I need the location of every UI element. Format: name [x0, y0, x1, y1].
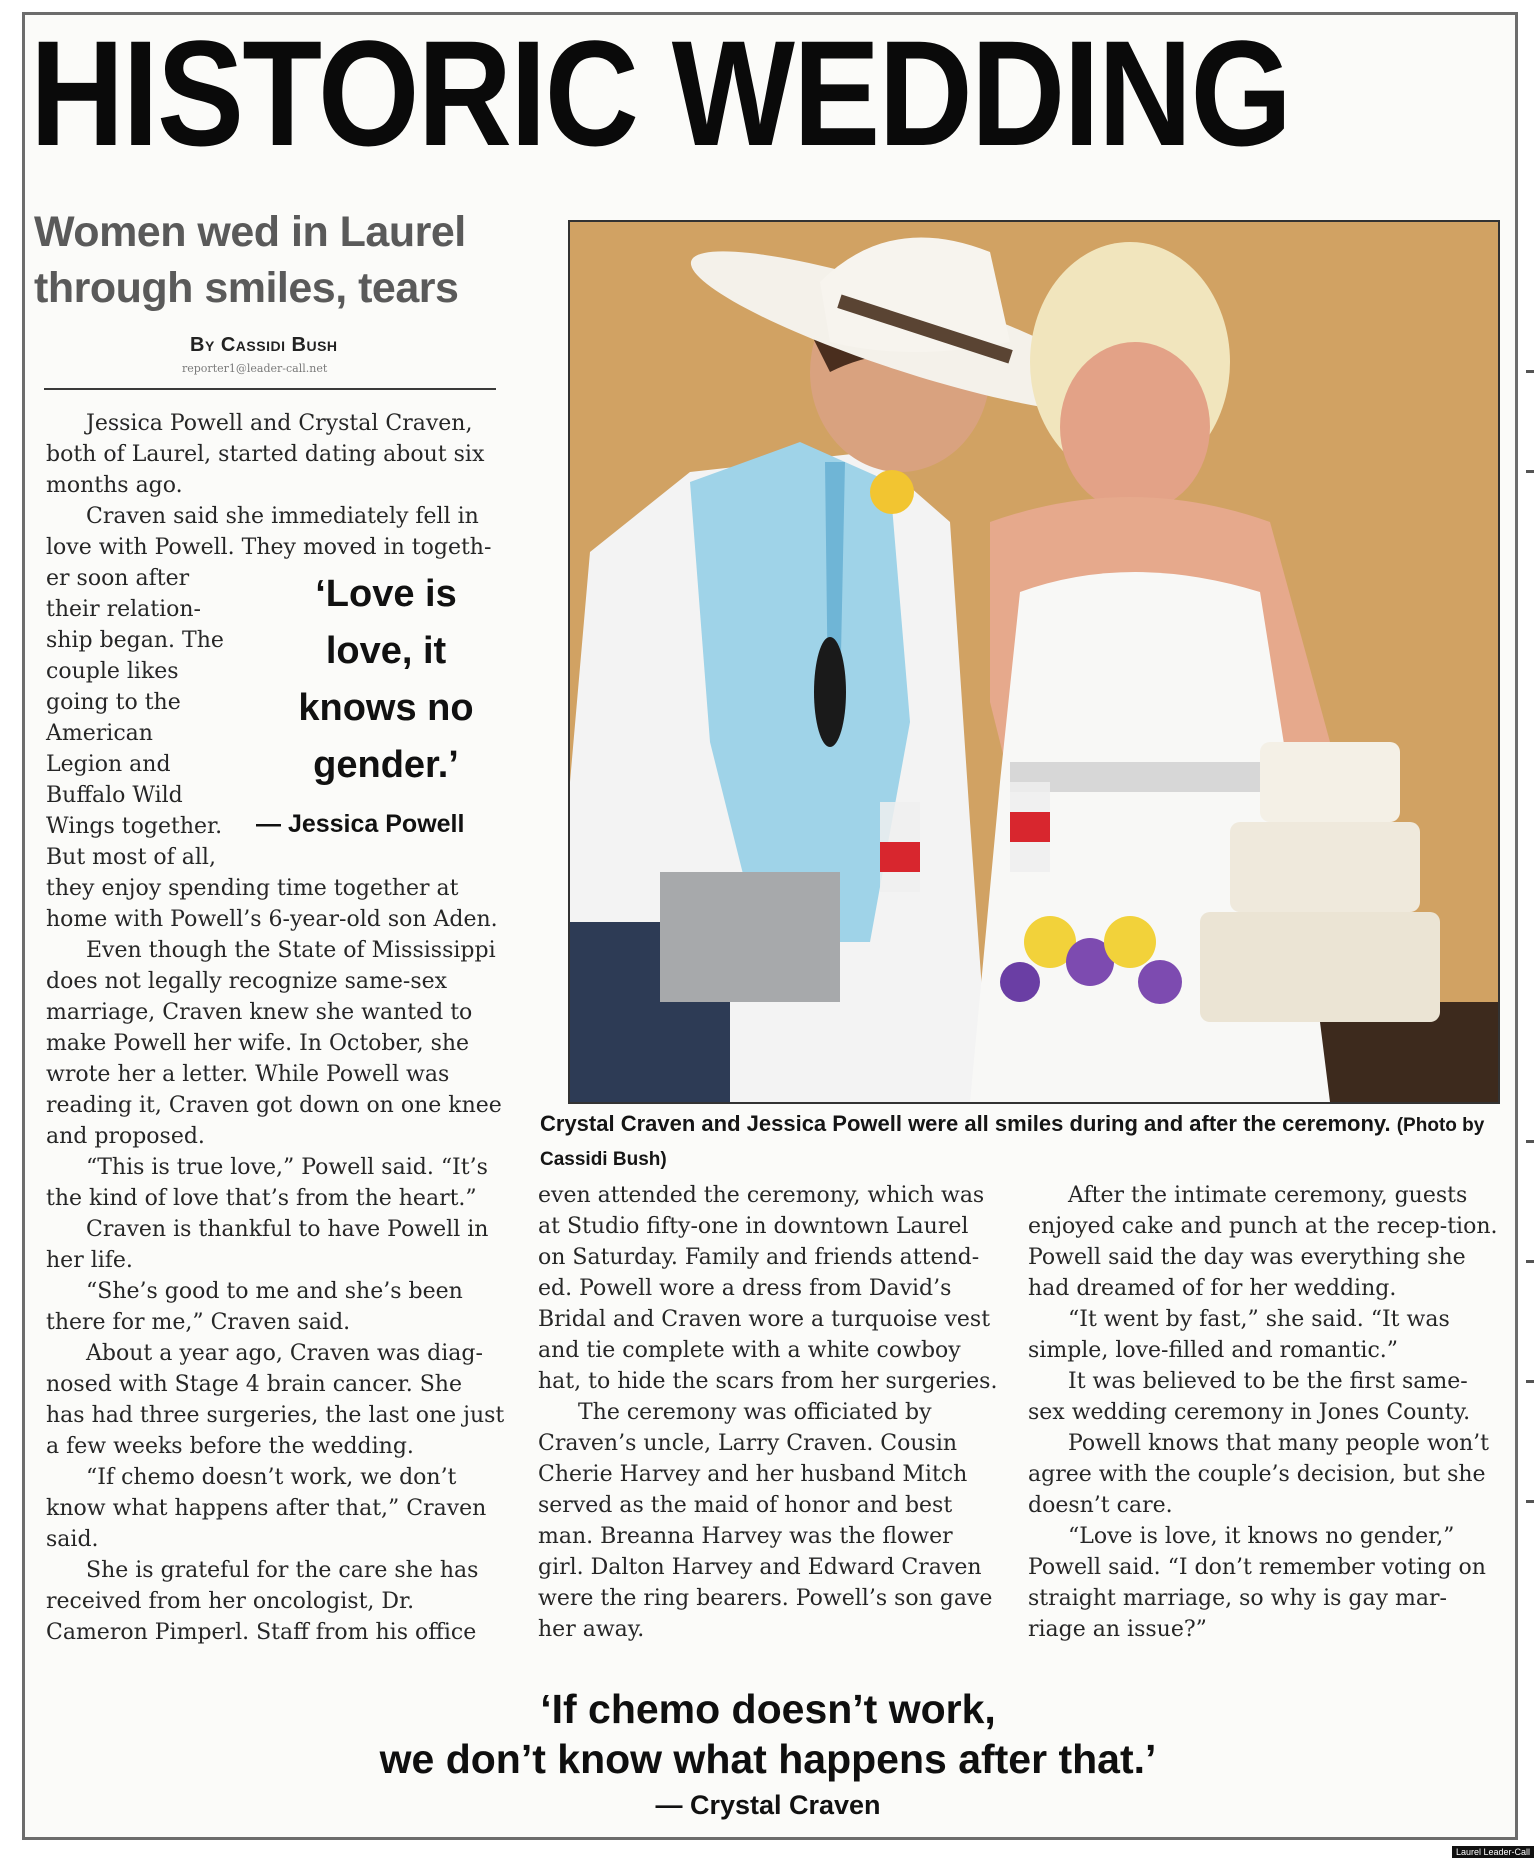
- bottom-pull-quote: [30, 1684, 1506, 1784]
- paragraph: About a year ago, Craven was diag-nosed with Stage 4 brain cancer. She has had three surgeries, the last one just a few weeks before the wedding.: [46, 1341, 505, 1459]
- subhead: [34, 204, 554, 316]
- paragraph: “This is true love,” Powell said. “It’s the kind of love that’s from the heart.”: [46, 1155, 488, 1211]
- pull-quote: [244, 566, 528, 794]
- headline: HISTORIC WEDDING: [30, 9, 1291, 177]
- wedding-photo-illustration: [570, 222, 1498, 1102]
- pull-quote-line: ‘Love is: [315, 573, 457, 615]
- pull-quote-line: gender.’: [313, 744, 459, 786]
- bottom-quote-line: ‘If chemo doesn’t work,: [540, 1686, 996, 1732]
- byline: By Cassidi Bush: [190, 334, 338, 356]
- bottom-quote-line: we don’t know what happens after that.’: [379, 1736, 1157, 1782]
- publication-logo: Laurel Leader-Call: [1452, 1846, 1534, 1858]
- article-column-2: [538, 1180, 998, 1645]
- article-column-3: [1028, 1180, 1500, 1645]
- divider: [44, 388, 496, 390]
- pull-quote-line: love, it: [325, 630, 447, 672]
- reporter-email: reporter1@leader-call.net: [182, 362, 328, 375]
- paragraph: It was believed to be the first same-sex wedding ceremony in Jones County.: [1028, 1369, 1471, 1425]
- paragraph: “She’s good to me and she’s been there for me,” Craven said.: [46, 1279, 463, 1335]
- article-column-1-wrap: [46, 563, 232, 873]
- article-column-1-bottom: [46, 873, 506, 1648]
- paragraph: “Love is love, it knows no gender,” Powell said. “I don’t remember voting on straight marriage, so why is gay mar-riage an issue?”: [1028, 1524, 1486, 1642]
- paragraph: Jessica Powell and Crystal Craven, both of Laurel, started dating about six months ago.: [46, 411, 485, 498]
- paragraph: Even though the State of Mississippi does not legally recognize same-sex marriage, Craven knew she wanted to make Powell her wife. In October, she wrote her a letter. While Powell was reading it, Craven got down on one knee and proposed.: [46, 938, 502, 1149]
- paragraph: they enjoy spending time together at home with Powell’s 6-year-old son Aden.: [46, 876, 498, 932]
- paragraph: “If chemo doesn’t work, we don’t know what happens after that,” Craven said.: [46, 1465, 487, 1552]
- wedding-photo: [568, 220, 1500, 1104]
- bottom-quote-attribution: — Crystal Craven: [655, 1790, 881, 1820]
- subhead-line: Women wed in Laurel: [34, 208, 466, 256]
- paragraph: even attended the ceremony, which was at Studio fifty-one in downtown Laurel on Saturday. Family and friends attend-ed. Powell wore a dress from David’s Bridal and Craven wore a turquoise vest and tie complete with a white cowboy hat, to hide the scars from her surgeries.: [538, 1183, 998, 1394]
- paragraph: Powell knows that many people won’t agree with the couple’s decision, but she doesn’t care.: [1028, 1431, 1490, 1518]
- adjacent-page-edge: [1524, 0, 1536, 1858]
- pull-quote-attribution: — Jessica Powell: [256, 810, 465, 838]
- paragraph: She is grateful for the care she has received from her oncologist, Dr. Cameron Pimperl. Staff from his office: [46, 1558, 479, 1645]
- photo-credit: (Photo by Cassidi Bush): [540, 1115, 1485, 1170]
- paragraph: After the intimate ceremony, guests enjoyed cake and punch at the recep-tion. Powell said the day was everything she had dreamed of for her wedding.: [1028, 1183, 1498, 1301]
- photo-caption: [540, 1108, 1500, 1176]
- paragraph: The ceremony was officiated by Craven’s uncle, Larry Craven. Cousin Cherie Harvey and her husband Mitch served as the maid of honor and best man. Breanna Harvey was the flower girl. Dalton Harvey and Edward Craven were the ring bearers. Powell’s son gave her away.: [538, 1400, 993, 1642]
- caption-text: Crystal Craven and Jessica Powell were all smiles during and after the ceremony.: [540, 1111, 1391, 1136]
- paragraph: Craven is thankful to have Powell in her life.: [46, 1217, 489, 1273]
- paragraph: Craven said she immediately fell in love with Powell. They moved in togeth-: [46, 504, 492, 560]
- paragraph: “It went by fast,” she said. “It was simple, love-filled and romantic.”: [1028, 1307, 1450, 1363]
- article-column-1-top: [46, 408, 506, 563]
- pull-quote-line: knows no: [298, 687, 474, 729]
- subhead-line: through smiles, tears: [34, 264, 459, 312]
- paragraph: er soon after their relation-ship began. The couple likes going to the American Legion and Buffalo Wild Wings together. But most of all,: [46, 566, 224, 870]
